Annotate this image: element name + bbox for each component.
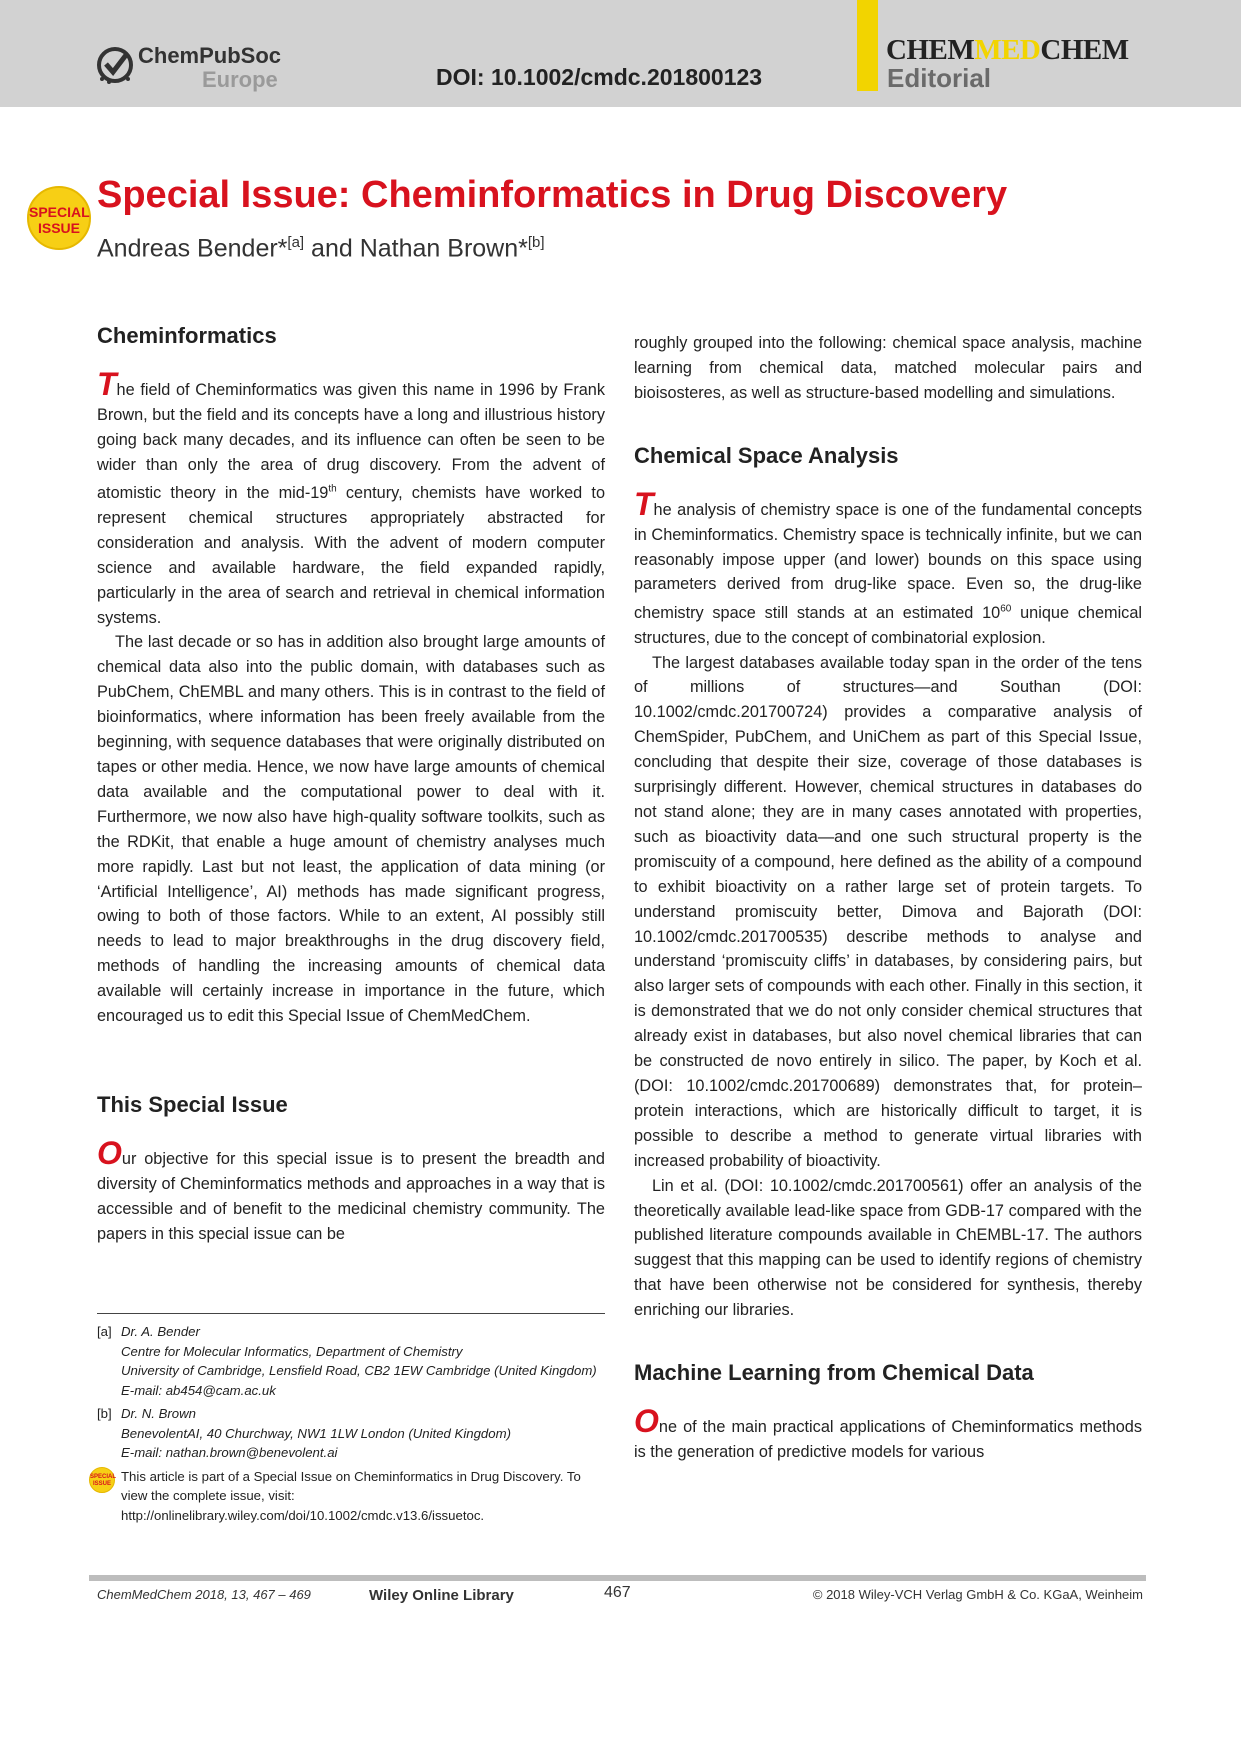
mini-badge-line-2: ISSUE bbox=[92, 1480, 111, 1487]
footer-divider bbox=[89, 1575, 1146, 1581]
badge-line-2: ISSUE bbox=[37, 220, 80, 236]
page-header bbox=[0, 0, 1241, 107]
journal-title-part-3: CHEM bbox=[1040, 34, 1129, 66]
author-conjunction: and bbox=[304, 234, 360, 263]
footnote-label: [b] bbox=[97, 1406, 112, 1421]
author-2-affiliation: [b] bbox=[527, 234, 545, 251]
paragraph bbox=[634, 1403, 1142, 1465]
paragraph: The last decade or so has in addition also brought large amounts of chemical data also into the public domain, with databases such as PubChem, ChEMBL and many others. This is in contrast to the field of bioinformatics, where information has been freely available from the beginning, with sequence databases that were originally distributed on tapes or other media. Hence, we now have large amounts of chemical data available and the computational power to deal with it. Furthermore, we now also have high-quality software toolkits, such as the RDKit, that enable a huge amount of chemistry analyses much more rapidly. Last but not least, the application of data mining (or ‘Artificial Intelligence’, AI) methods has made significant progress, owing to both of those factors. While to an extent, AI possibly still needs to lead to major breakthroughs in the drug discovery field, methods of handling the increasing amounts of chemical data available will certainly increase in importance in the future, which encouraged us to edit this Special Issue of ChemMedChem. bbox=[97, 633, 605, 1026]
footer-citation: ChemMedChem 2018, 13, 467 – 469 bbox=[97, 1587, 311, 1602]
drop-cap: O bbox=[97, 1134, 122, 1171]
publisher-region: Europe bbox=[202, 67, 278, 92]
journal-title-part-2: MED bbox=[974, 34, 1041, 66]
section-heading-machine-learning: Machine Learning from Chemical Data bbox=[634, 1360, 1034, 1386]
paragraph: roughly grouped into the following: chemical space analysis, machine learning from chemical data, matched molecular pairs and bioisosteres, as well as structure-based modelling and simulations. bbox=[634, 334, 1142, 402]
section-spacer bbox=[634, 1323, 1142, 1359]
mini-badge-line-1: SPECIAL bbox=[90, 1473, 117, 1480]
author-1-affiliation: [a] bbox=[287, 234, 305, 251]
footnote-author: Dr. A. Bender bbox=[121, 1324, 200, 1339]
section-spacer bbox=[97, 1029, 605, 1091]
special-issue-note-text[interactable]: This article is part of a Special Issue on Cheminformatics in Drug Discovery. To view the complete issue, visit: http://onlinelibrary.wiley.com/doi/10.1002/cmdc.v13.6/issuetoc. bbox=[121, 1468, 581, 1523]
paragraph: Lin et al. (DOI: 10.1002/cmdc.201700561) offer an analysis of the theoretically available lead-like space from GDB-17 compared with the published literature compounds available in ChEMBL-17. The authors suggest that this mapping can be used to identify regions of chemistry that have been otherwise not be considered for synthesis, thereby enriching our libraries. bbox=[634, 1176, 1142, 1320]
page-number: 467 bbox=[604, 1584, 631, 1601]
paragraph-text: ne of the main practical applications of Cheminformatics methods is the generation of predictive models for various bbox=[634, 1418, 1142, 1461]
article-title: Special Issue: Cheminformatics in Drug Discovery bbox=[97, 174, 1008, 216]
footnote-email[interactable]: E-mail: nathan.brown@benevolent.ai bbox=[121, 1445, 338, 1460]
footer-wiley-online-library[interactable]: Wiley Online Library bbox=[369, 1587, 514, 1604]
paragraph bbox=[97, 1134, 605, 1247]
note-badge-slot bbox=[90, 1467, 121, 1526]
chempubsoc-logo bbox=[96, 44, 286, 96]
paragraph bbox=[634, 485, 1142, 651]
footnote-b bbox=[97, 1404, 605, 1463]
special-issue-mini-badge bbox=[89, 1467, 115, 1493]
footnote-author: Dr. N. Brown bbox=[121, 1406, 196, 1421]
footer-copyright: © 2018 Wiley-VCH Verlag GmbH & Co. KGaA, Weinheim bbox=[812, 1587, 1143, 1602]
right-column bbox=[634, 331, 1142, 1465]
footnote-body bbox=[121, 1404, 511, 1463]
journal-title-part-1: CHEM bbox=[886, 34, 975, 66]
chempubsoc-globe-icon bbox=[96, 46, 134, 84]
article-type: Editorial bbox=[887, 63, 992, 93]
author-1: Andreas Bender* bbox=[97, 234, 288, 263]
footnote-address: BenevolentAI, 40 Churchway, NW1 1LW London (United Kingdom) bbox=[121, 1425, 511, 1441]
publisher-name: ChemPubSoc bbox=[138, 43, 282, 68]
author-2: Nathan Brown* bbox=[359, 234, 528, 263]
drop-cap: T bbox=[97, 366, 117, 402]
paragraph-text: he field of Cheminformatics was given this name in 1996 by Frank Brown, but the field and its concepts have a long and illustrious history going back many decades, and its influence can often be seen to be wider than only the area of drug discovery. From the advent of atomistic theory in the mid-19th century, chemists have worked to represent chemical structures appropriately abstracted for consideration and analysis. With the advent of modern computer science and available hardware, the field expanded rapidly, particularly in the area of search and retrieval in chemical information systems. bbox=[97, 381, 605, 627]
badge-line-1: SPECIAL bbox=[29, 204, 90, 220]
section-spacer bbox=[634, 406, 1142, 442]
footnote-department: Centre for Molecular Informatics, Department of Chemistry bbox=[121, 1343, 463, 1359]
drop-cap: O bbox=[634, 1403, 659, 1440]
footnote-body bbox=[121, 1322, 597, 1400]
footnote-label: [a] bbox=[97, 1324, 112, 1339]
section-heading-cheminformatics: Cheminformatics bbox=[97, 323, 277, 348]
author-list bbox=[97, 234, 545, 263]
footnote-address: University of Cambridge, Lensfield Road, CB2 1EW Cambridge (United Kingdom) bbox=[121, 1363, 597, 1378]
affiliation-footnotes bbox=[90, 1313, 605, 1525]
left-column bbox=[97, 322, 605, 1247]
paragraph: The largest databases available today span in the order of the tens of millions of structures—and Southan (DOI: 10.1002/cmdc.201700724) provides a comparative analysis of ChemSpider, PubChem, and UniChem as part of this Special Issue, concluding that despite their size, coverage of those databases is surprisingly different. However, chemical structures in databases do not stand alone; they are in many cases annotated with properties, such as bioactivity data—and one such structural property is the promiscuity of a compound, here defined as the ability of a compound to exhibit bioactivity on a rather large set of protein targets. To understand promiscuity better, Dimova and Bajorath (DOI: 10.1002/cmdc.201700535) describe methods to analyse and understand ‘promiscuity cliffs’ in databases, by considering pairs, but also larger sets of compounds with each other. Finally in this section, it is demonstrated that we do not only consider chemical structures that already exist in databases, but also novel chemical libraries that can be constructed de novo entirely in silico. The paper, by Koch et al. (DOI: 10.1002/cmdc.201700689) demonstrates that, for protein–protein interactions, which are historically difficult to target, it is possible to describe a method to generate virtual libraries with increased probability of bioactivity. bbox=[634, 653, 1142, 1170]
special-issue-badge bbox=[27, 186, 91, 250]
footnote-email[interactable]: E-mail: ab454@cam.ac.uk bbox=[121, 1382, 276, 1398]
paragraph-text: ur objective for this special issue is to present the breadth and diversity of Cheminformatics methods and approaches in a way that is accessible and of benefit to the medicinal chemistry community. The papers in this special issue can be bbox=[97, 1149, 605, 1243]
special-issue-note bbox=[90, 1467, 605, 1526]
paragraph bbox=[97, 366, 605, 630]
footnote-a bbox=[97, 1322, 605, 1400]
journal-accent-bar bbox=[857, 0, 878, 91]
drop-cap: T bbox=[634, 485, 654, 522]
paragraph-text: he analysis of chemistry space is one of the fundamental concepts in Cheminformatics. Chemistry space is technically infinite, but we can reasonably impose upper (and lower) bounds on this space using parameters derived from drug-like space. Even so, the drug-like chemistry space still stands at an estimated $10^{60}$ unique chemical structures, due to the concept of combinatorial explosion. bbox=[634, 500, 1142, 647]
article-doi[interactable]: DOI: 10.1002/cmdc.201800123 bbox=[436, 64, 763, 90]
section-heading-chemical-space-analysis: Chemical Space Analysis bbox=[634, 442, 899, 468]
section-heading-this-special-issue: This Special Issue bbox=[97, 1091, 288, 1117]
